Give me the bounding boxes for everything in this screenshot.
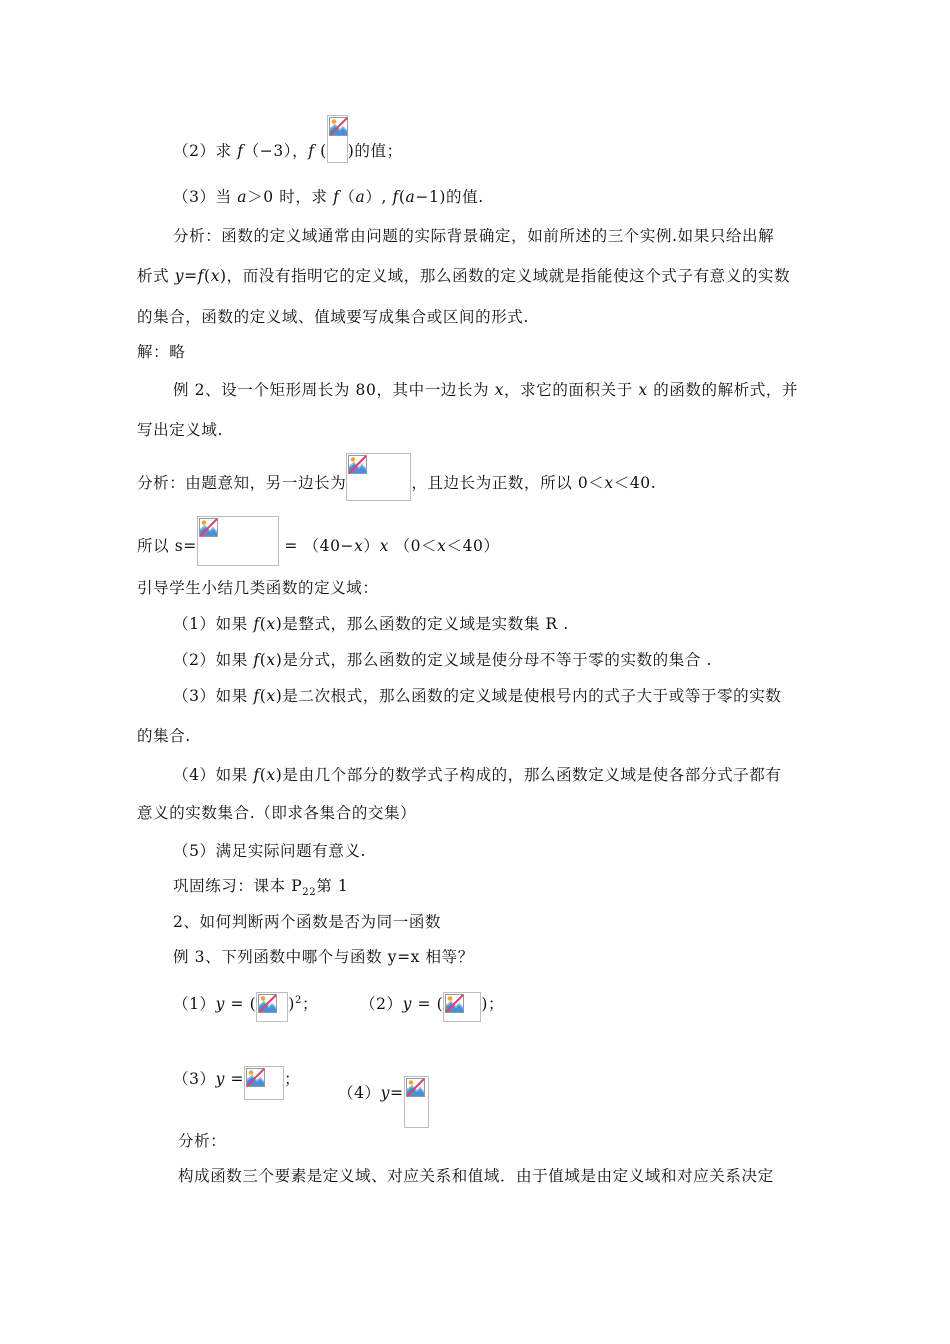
formula-image-placeholder — [346, 453, 411, 501]
example-2-line-2: 写出定义域. — [137, 421, 224, 439]
analysis-3-label: 分析： — [178, 1132, 227, 1150]
formula-image-placeholder — [197, 516, 279, 566]
rule-3-line-1: （3）如果 f(x)是二次根式，那么函数的定义域是使根号内的式子大于或等于零的实数 — [173, 687, 782, 705]
practice-line: 巩固练习：课本 $P_{22}$第 1 — [173, 877, 349, 899]
rule-4-line-2: 意义的实数集合.（即求各集合的交集） — [137, 804, 417, 822]
rule-4-line-1: （4）如果 f(x)是由几个部分的数学式子构成的，那么函数定义域是使各部分式子都有 — [173, 766, 782, 784]
analysis-1-line-2: 析式 y=f(x)，而没有指明它的定义域，那么函数的定义域就是指能使这个式子有意义的实数 — [137, 267, 791, 285]
analysis-2-line: 分析：由题意知，另一边长为 ，且边长为正数，所以 0＜x＜40. — [137, 467, 656, 501]
broken-image-icon — [348, 455, 367, 474]
broken-image-icon — [258, 994, 277, 1013]
broken-image-icon — [246, 1068, 265, 1087]
broken-image-icon — [445, 994, 464, 1013]
example-3-line: 例 3、下列函数中哪个与函数 y=x 相等？ — [173, 948, 474, 966]
rule-3-line-2: 的集合. — [137, 727, 191, 745]
area-formula-line: 所以 s= = （40−x）x （0＜x＜40） — [137, 528, 500, 566]
formula-image-placeholder — [256, 992, 288, 1022]
formula-image-placeholder — [327, 115, 348, 163]
analysis-1-line-1: 分析：函数的定义域通常由问题的实际背景确定，如前所述的三个实例.如果只给出解 — [173, 227, 775, 245]
question-same-function-line: 2、如何判断两个函数是否为同一函数 — [173, 913, 442, 931]
question-3-line: （3）当 a＞0 时，求 f（a）, f(a−1)的值. — [173, 188, 484, 206]
analysis-1-line-3: 的集合，函数的定义域、值域要写成集合或区间的形式. — [137, 308, 529, 326]
solution-line: 解：略 — [137, 343, 186, 361]
option-1: （1）y = ( )$^2$； — [173, 988, 318, 1022]
question-2-line: （2）求 f（−3），f ( )的值； — [173, 141, 403, 163]
option-2: （2）y = ( )； — [360, 988, 504, 1022]
analysis-3-text: 构成函数三个要素是定义域、对应关系和值域．由于值域是由定义域和对应关系决定 — [178, 1167, 774, 1185]
broken-image-icon — [199, 518, 218, 537]
broken-image-icon — [406, 1078, 425, 1097]
rule-5-line: （5）满足实际问题有意义. — [173, 842, 367, 860]
option-4: （4）y= — [338, 1060, 429, 1128]
formula-image-placeholder — [443, 992, 481, 1022]
broken-image-icon — [329, 117, 348, 136]
option-3: （3）y = ； — [173, 1060, 300, 1100]
example-2-line-1: 例 2、设一个矩形周长为 80，其中一边长为 x，求它的面积关于 x 的函数的解析式，并 — [173, 381, 799, 399]
guide-line: 引导学生小结几类函数的定义域： — [137, 579, 379, 597]
rule-2-line: （2）如果 f(x)是分式，那么函数的定义域是使分母不等于零的实数的集合 . — [173, 651, 713, 669]
formula-image-placeholder — [404, 1076, 429, 1128]
rule-1-line: （1）如果 f(x)是整式，那么函数的定义域是实数集 R . — [173, 615, 569, 633]
formula-image-placeholder — [244, 1066, 284, 1100]
